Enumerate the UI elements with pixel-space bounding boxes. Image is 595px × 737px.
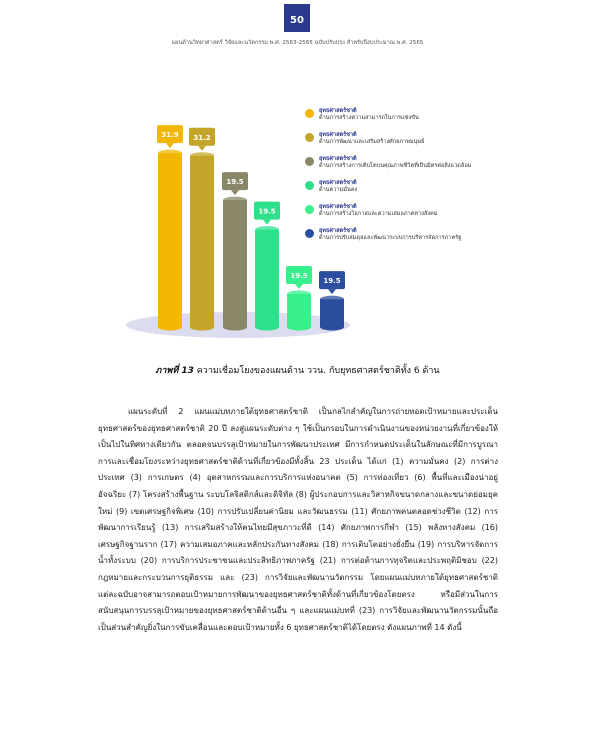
value-label-1: 31.9: [161, 131, 179, 140]
legend-label-6: [319, 228, 461, 242]
value-callout-pointer-2: [198, 146, 206, 151]
legend-swatch-4: [305, 181, 314, 190]
value-label-6: 19.5: [323, 277, 341, 286]
bar-top-6: [320, 296, 344, 303]
legend-item-6: [305, 228, 475, 246]
legend-swatch-6: [305, 229, 314, 238]
legend-swatch-1: [305, 109, 314, 118]
bar-chart: [0, 0, 595, 360]
legend-label-2: [319, 132, 424, 146]
legend-label-bold-6: ยุทธศาสตร์ชาติ: [319, 228, 357, 234]
legend-label-rest-1: ด้านการสร้างความสามารถในการแข่งขัน: [319, 115, 419, 121]
bar-bottom-5: [287, 324, 311, 331]
bar-top-3: [223, 197, 247, 204]
bar-1: [158, 153, 182, 327]
figure-number: ภาพที่ 13: [155, 366, 194, 376]
bar-top-1: [158, 150, 182, 157]
bar-top-4: [255, 226, 279, 233]
value-callout-pointer-6: [328, 289, 336, 294]
bar-6: [320, 299, 344, 327]
value-callout-pointer-5: [295, 284, 303, 289]
bar-top-5: [287, 290, 311, 297]
page-number: 50: [284, 4, 310, 32]
value-label-2: 31.2: [193, 133, 211, 142]
value-label-5: 19.5: [290, 271, 308, 280]
bar-bottom-4: [255, 324, 279, 331]
bar-bottom-2: [190, 324, 214, 331]
legend-label-3: [319, 156, 471, 170]
value-callout-pointer-3: [231, 190, 239, 195]
bar-bottom-1: [158, 324, 182, 331]
legend-label-4: [319, 180, 357, 194]
legend-label-5: [319, 204, 438, 218]
legend-item-1: [305, 108, 475, 126]
legend-label-rest-5: ด้านการสร้างโอกาสและความเสมอภาคทางสังคม: [319, 211, 438, 217]
legend-label-bold-2: ยุทธศาสตร์ชาติ: [319, 132, 357, 138]
legend-swatch-2: [305, 133, 314, 142]
legend-label-bold-3: ยุทธศาสตร์ชาติ: [319, 156, 357, 162]
bar-4: [255, 230, 279, 327]
value-label-4: 19.5: [258, 207, 276, 216]
bar-2: [190, 156, 214, 327]
legend-label-bold-5: ยุทธศาสตร์ชาติ: [319, 204, 357, 210]
figure-caption: [0, 363, 595, 377]
legend-label-rest-6: ด้านการปรับสมดุลและพัฒนาระบบการบริหารจัดการภาครัฐ: [319, 235, 462, 241]
value-callout-pointer-4: [263, 220, 271, 225]
bar-3: [223, 200, 247, 327]
legend-swatch-3: [305, 157, 314, 166]
legend-item-2: [305, 132, 475, 150]
legend-item-5: [305, 204, 475, 222]
bar-top-2: [190, 152, 214, 159]
value-callout-pointer-1: [166, 143, 174, 148]
bar-5: [287, 294, 311, 327]
value-label-3: 19.5: [226, 178, 244, 187]
legend-label-rest-4: ด้านความมั่นคง: [319, 187, 358, 193]
legend-label-bold-1: ยุทธศาสตร์ชาติ: [319, 108, 357, 114]
legend-label-1: [319, 108, 419, 122]
legend-item-3: [305, 156, 475, 174]
legend-swatch-5: [305, 205, 314, 214]
body-paragraph: แผนระดับที่ 2 แผนแม่บทภายใต้ยุทธศาสตร์ชาติ เป็นกลไกสำคัญในการถ่ายทอดเป้าหมายและประเด็นยุทธศาสตร์ของยุทธศาสตร์ชาติ 20 ปี ลงสู่แผนระดับต่าง ๆ ใช้เป็นกรอบในการดำเนินงานของหน่วยงานที่เกี่ยวข้องให้เป็นไปในทิศทางเดียวกัน ตลอดจนบรรลุเป้าหมายในการพัฒนาประเทศ มีการกำหนดประเด็นในลักษณะที่มีการบูรณาการและเชื่อมโยงระหว่างยุทธศาสตร์ชาติด้านที่เกี่ยวข้องมีทั้งสิ้น 23 ประเด็น ได้แก่ (1) ความมั่นคง (2) การต่างประเทศ (3) การเกษตร (4) อุตสาหกรรมและการบริการแห่งอนาคต (5) การท่องเที่ยว (6) พื้นที่และเมืองน่าอยู่อัจฉริยะ (7) โครงสร้างพื้นฐาน ระบบโลจิสติกส์และดิจิทัล (8) ผู้ประกอบการและวิสาหกิจขนาดกลางและขนาดย่อมยุคใหม่ (9) เขตเศรษฐกิจพิเศษ (10) การปรับเปลี่ยนค่านิยม และวัฒนธรรม (11) ศักยภาพคนตลอดช่วงชีวิต (12) การพัฒนาการเรียนรู้ (13) การเสริมสร้างให้คนไทยมีสุขภาวะที่ดี (14) ศักยภาพการกีฬา (15) พลังทางสังคม (16) เศรษฐกิจฐานราก (17) ความเสมอภาคและหลักประกันทางสังคม (18) การเติบโตอย่างยั่งยืน (19) การบริหารจัดการน้ำทั้งระบบ (20) การบริการประชาชนและประสิทธิภาพภาครัฐ (21) การต่อต้านการทุจริตและประพฤติมิชอบ (22) กฎหมายและกระบวนการยุติธรรม และ (23) การวิจัยและพัฒนานวัตกรรม โดยแผนแม่บทภายใต้ยุทธศาสตร์ชาติแต่ละฉบับอาจสามารถตอบเป้าหมายการพัฒนาของยุทธศาสตร์ชาติทั้งด้านที่เกี่ยวข้องโดยตรง หรือมีส่วนในการสนับสนุนการบรรลุเป้าหมายของยุทธศาสตร์ชาติด้านอื่น ๆ และแผนแม่บทที่ (23) การวิจัยและพัฒนานวัตกรรมนั้นถือเป็นส่วนสำคัญยิ่งในการขับเคลื่อนและตอบเป้าหมายทั้ง 6 ยุทธศาสตร์ชาติได้โดยตรง ดังแผนภาพที่ 14 ดังนี้: [98, 407, 498, 632]
chart-legend: [305, 108, 475, 252]
figure-caption-text: ความเชื่อมโยงของแผนด้าน ววน. กับยุทธศาสตร์ชาติทั้ง 6 ด้าน: [193, 366, 440, 376]
legend-label-rest-3: ด้านการสร้างการเติบโตบนคุณภาพชีวิตที่เป็นมิตรต่อสิ่งแวดล้อม: [319, 163, 472, 169]
running-head: แผนด้านวิทยาศาสตร์ วิจัยและนวัตกรรม พ.ศ. 2563-2565 ฉบับปรับปรุง สำหรับปีงบประมาณ พ.ศ. 2565: [171, 40, 424, 46]
legend-label-bold-4: ยุทธศาสตร์ชาติ: [319, 180, 357, 186]
legend-label-rest-2: ด้านการพัฒนาและเสริมสร้างศักยภาพมนุษย์: [319, 139, 425, 145]
bar-bottom-3: [223, 324, 247, 331]
legend-item-4: [305, 180, 475, 198]
bar-bottom-6: [320, 324, 344, 331]
